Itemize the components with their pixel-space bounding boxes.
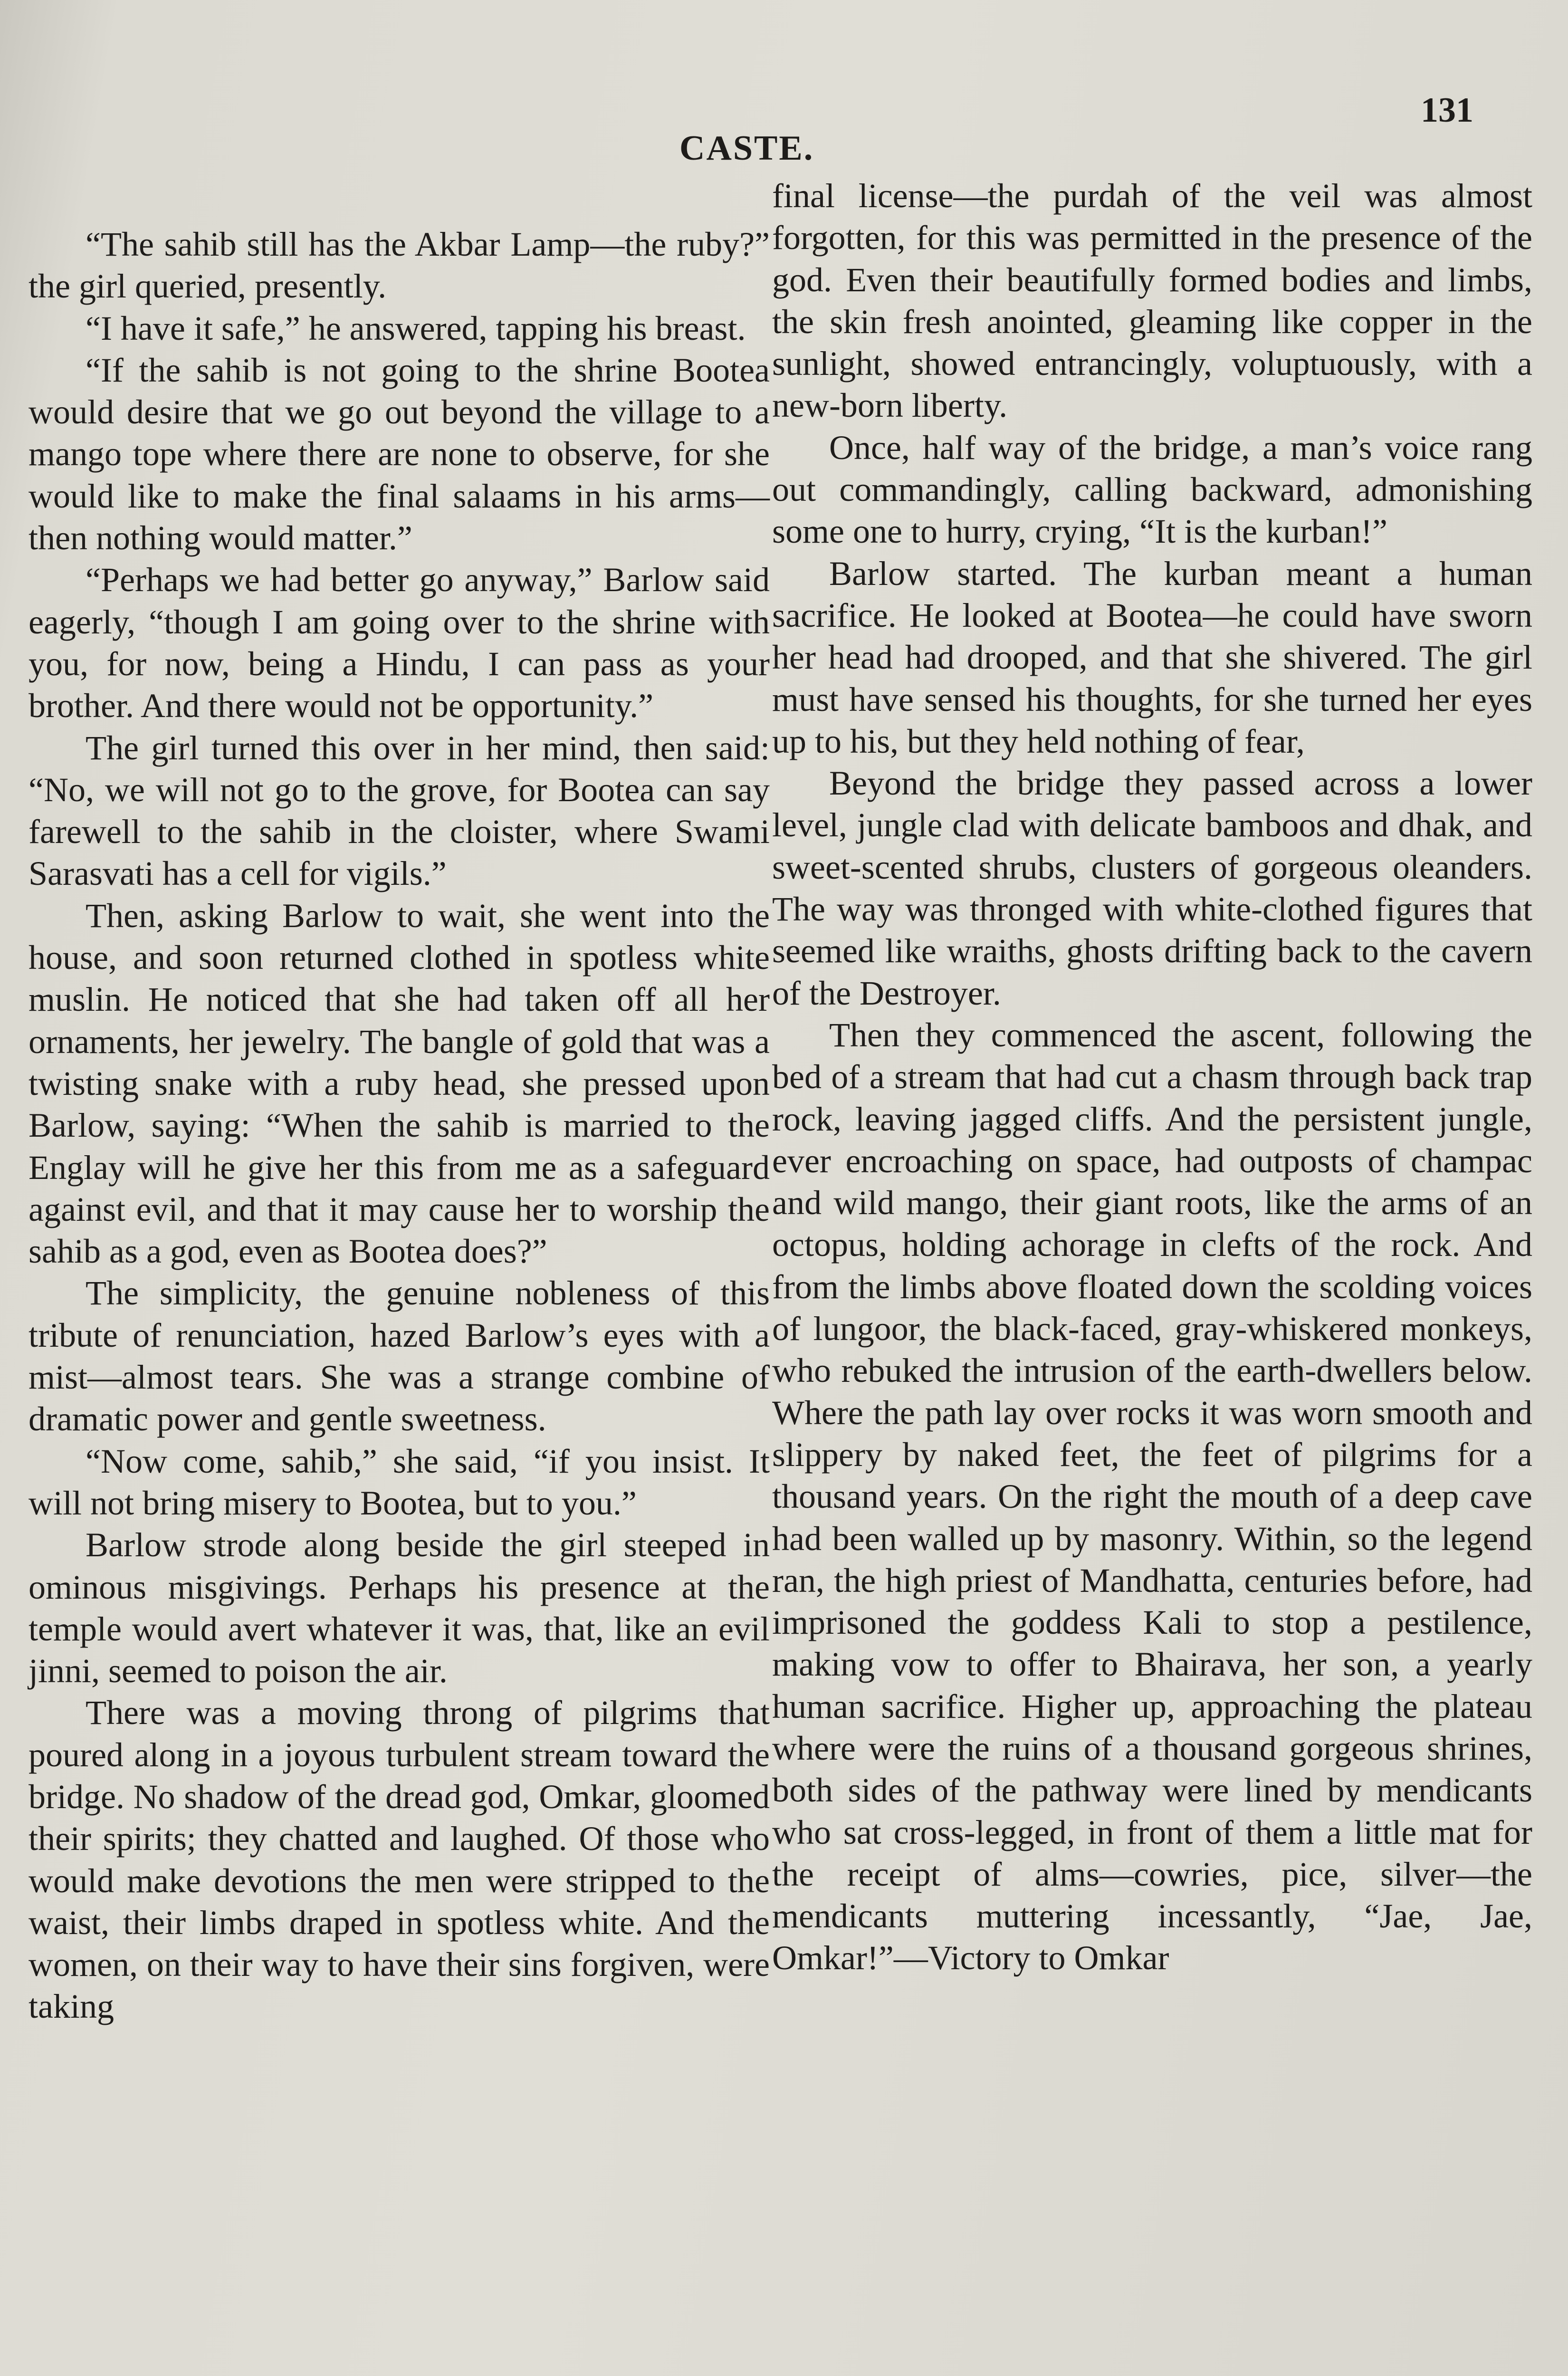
paragraph: Barlow started. The kurban meant a human sacrifice. He looked at Bootea—he could have sworn her head had drooped, and that she shivered. The girl must have sensed his thoughts, for she turned her eyes up to his, but they held nothing of fear, (772, 554, 1532, 760)
paragraph: “Now come, sahib,” she said, “if you insist. It will not bring misery to Bootea, but to you.” (29, 1442, 770, 1522)
left-column (29, 223, 770, 2028)
paragraph: There was a moving throng of pilgrims that poured along in a joyous turbulent stream toward the bridge. No shadow of the dread god, Omkar, gloomed their spirits; they chatted and laughed. Of those who would make devotions the men were stripped to the waist, their limbs draped in spotless white. And the women, on their way to have their sins forgiven, were taking (29, 1694, 770, 2026)
right-column (772, 175, 1532, 1979)
paragraph: “Perhaps we had better go anyway,” Barlow said eagerly, “though I am going over to the shrine with you, for now, being a Hindu, I can pass as your brother. And there would not be opportunity.” (29, 561, 770, 725)
paragraph: Then they commenced the ascent, following the bed of a stream that had cut a chasm through back trap rock, leaving jagged cliffs. And the persistent jungle, ever encroaching on space, had outposts of champac and wild mango, their giant roots, like the arms of an octopus, holding achorage in clefts of the rock. And from the limbs above floated down the scolding voices of lungoor, the black-faced, gray-whiskered monkeys, who rebuked the intrusion of the earth-dwellers below. Where the path lay over rocks it was worn smooth and slippery by naked feet, the feet of pilgrims for a thousand years. On the right the mouth of a deep cave had been walled up by masonry. Within, so the legend ran, the high priest of Mandhatta, centuries before, had imprisoned the goddess Kali to stop a pestilence, making vow to offer to Bhairava, her son, a yearly human sacrifice. Higher up, approaching the plateau where were the ruins of a thousand gorgeous shrines, both sides of the pathway were lined by mendicants who sat cross-legged, in front of them a little mat for the receipt of alms—cowries, pice, silver—the mendicants muttering incessantly, “Jae, Jae, Omkar!”—Victory to Omkar (772, 1016, 1532, 1977)
running-head: CASTE. (679, 129, 814, 168)
paragraph: “If the sahib is not going to the shrine Bootea would desire that we go out beyond the village to a mango tope where there are none to observe, for she would like to make the final salaams in his arms—then nothing would matter.” (29, 351, 770, 557)
paragraph: Once, half way of the bridge, a man’s voice rang out commandingly, calling backward, admonishing some one to hurry, crying, “It is the kurban!” (772, 428, 1532, 551)
paragraph: “The sahib still has the Akbar Lamp—the ruby?” the girl queried, presently. (29, 225, 770, 306)
page-number: 131 (1421, 91, 1473, 130)
paragraph-continuation: final license—the purdah of the veil was almost forgotten, for this was permitted in the presence of the god. Even their beautifully formed bodies and limbs, the skin fresh anointed, gleaming like copper in the sunlight, showed entrancingly, voluptuously, with a new-born liberty. (772, 177, 1532, 425)
paragraph: The girl turned this over in her mind, then said: “No, we will not go to the grove, for Bootea can say farewell to the sahib in the cloister, where Swami Sarasvati has a cell for vigils.” (29, 728, 770, 893)
paragraph: “I have it safe,” he answered, tapping his breast. (86, 309, 746, 347)
paragraph: The simplicity, the genuine nobleness of this tribute of renunciation, hazed Barlow’s eyes with a mist—almost tears. She was a strange combine of dramatic power and gentle sweetness. (29, 1274, 770, 1438)
paragraph: Then, asking Barlow to wait, she went into the house, and soon returned clothed in spotless white muslin. He noticed that she had taken off all her ornaments, her jewelry. The bangle of gold that was a twisting snake with a ruby head, she pressed upon Barlow, saying: “When the sahib is married to the Englay will he give her this from me as a safeguard against evil, and that it may cause her to worship the sahib as a god, even as Bootea does?” (29, 896, 770, 1271)
paragraph: Beyond the bridge they passed across a lower level, jungle clad with delicate bamboos and dhak, and sweet-scented shrubs, clusters of gorgeous oleanders. The way was thronged with white-clothed figures that seemed like wraiths, ghosts drifting back to the cavern of the Destroyer. (772, 764, 1532, 1012)
paragraph: Barlow strode along beside the girl steeped in ominous misgivings. Perhaps his presence at the temple would avert whatever it was, that, like an evil jinni, seemed to poison the air. (29, 1526, 770, 1690)
